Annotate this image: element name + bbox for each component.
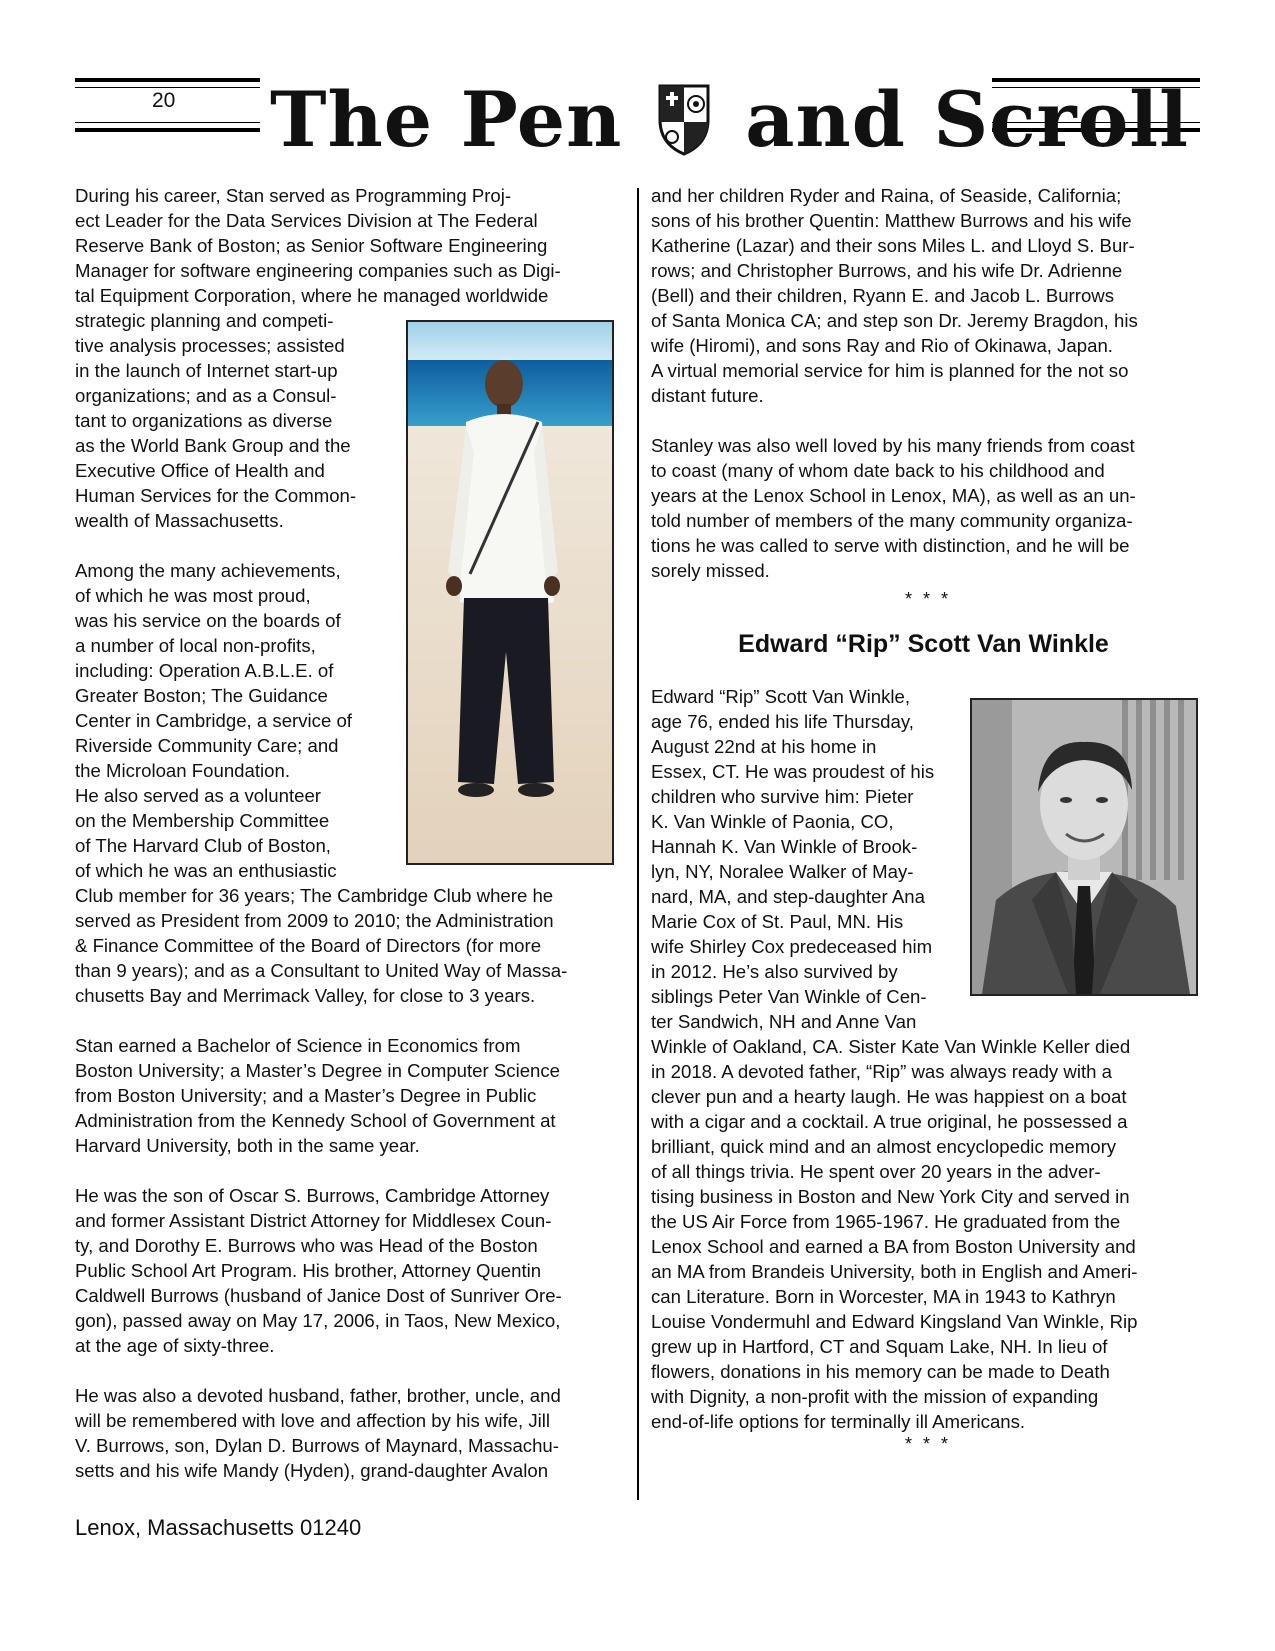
- text-line: Stan earned a Bachelor of Science in Economics from: [75, 1035, 521, 1056]
- text-line: V. Burrows, son, Dylan D. Burrows of Maynard, Massachu-: [75, 1435, 559, 1456]
- masthead-title-right: and Scroll: [745, 75, 1190, 164]
- text-line: to coast (many of whom date back to his childhood and: [651, 460, 1105, 481]
- text-line: Winkle of Oakland, CA. Sister Kate Van Winkle Keller died: [651, 1036, 1131, 1057]
- text-line: served as President from 2009 to 2010; the Administration: [75, 910, 554, 931]
- masthead-title-left: The Pen: [270, 75, 623, 164]
- text-line: clever pun and a hearty laugh. He was happiest on a boat: [651, 1086, 1127, 1107]
- text-line: on the Membership Committee: [75, 810, 330, 831]
- text-line: He was also a devoted husband, father, brother, uncle, and: [75, 1385, 561, 1406]
- text-line: will be remembered with love and affection by his wife, Jill: [75, 1410, 551, 1431]
- text-line: wife Shirley Cox predeceased him: [651, 936, 933, 957]
- text-line: as the World Bank Group and the: [75, 435, 351, 456]
- text-line: tal Equipment Corporation, where he managed worldwide: [75, 285, 549, 306]
- text-line: Reserve Bank of Boston; as Senior Software Engineering: [75, 235, 548, 256]
- text-line: tant to organizations as diverse: [75, 410, 333, 431]
- text-line: tions he was called to serve with distinction, and he will be: [651, 535, 1130, 556]
- text-line: end-of-life options for terminally ill Americans.: [651, 1411, 1026, 1432]
- text-line: lyn, NY, Noralee Walker of May-: [651, 861, 914, 882]
- masthead-title: [270, 68, 1190, 164]
- text-line: was his service on the boards of: [75, 610, 341, 631]
- text-line: K. Van Winkle of Paonia, CO,: [651, 811, 894, 832]
- text-line: He was the son of Oscar S. Burrows, Cambridge Attorney: [75, 1185, 550, 1206]
- text-line: and former Assistant District Attorney for Middlesex Coun-: [75, 1210, 552, 1231]
- text-line: brilliant, quick mind and an almost encyclopedic memory: [651, 1136, 1117, 1157]
- text-line: the US Air Force from 1965-1967. He graduated from the: [651, 1211, 1121, 1232]
- text-line: Essex, CT. He was proudest of his: [651, 761, 935, 782]
- text-line: told number of members of the many community organiza-: [651, 510, 1133, 531]
- text-line: strategic planning and competi-: [75, 310, 334, 331]
- text-line: A virtual memorial service for him is planned for the not so: [651, 360, 1129, 381]
- text-line: Executive Office of Health and: [75, 460, 325, 481]
- text-line: setts and his wife Mandy (Hyden), grand-daughter Avalon: [75, 1460, 549, 1481]
- text-line: in 2012. He’s also survived by: [651, 961, 898, 982]
- text-line: Boston University; a Master’s Degree in Computer Science: [75, 1060, 561, 1081]
- text-line: Katherine (Lazar) and their sons Miles L. and Lloyd S. Bur-: [651, 235, 1135, 256]
- text-line: & Finance Committee of the Board of Directors (for more: [75, 935, 542, 956]
- text-line: Club member for 36 years; The Cambridge Club where he: [75, 885, 554, 906]
- text-line: Human Services for the Common-: [75, 485, 357, 506]
- section-separator: * * *: [905, 589, 952, 609]
- text-line: Edward “Rip” Scott Van Winkle,: [651, 686, 911, 707]
- text-line: with Dignity, a non-profit with the mission of expanding: [651, 1386, 1099, 1407]
- van-winkle-portrait-photo: [970, 698, 1198, 996]
- text-line: ty, and Dorothy E. Burrows who was Head of the Boston: [75, 1235, 538, 1256]
- text-line: and her children Ryder and Raina, of Seaside, California;: [651, 185, 1122, 206]
- shield-emblem-icon: [654, 82, 714, 158]
- text-line: ter Sandwich, NH and Anne Van: [651, 1011, 917, 1032]
- right-column-section-1: [651, 183, 1138, 583]
- footer-address: Lenox, Massachusetts 01240: [75, 1515, 362, 1540]
- text-line: in the launch of Internet start-up: [75, 360, 338, 381]
- text-line: distant future.: [651, 385, 764, 406]
- stan-beach-photo: [406, 320, 614, 865]
- obituary-heading: Edward “Rip” Scott Van Winkle: [738, 630, 1109, 658]
- text-line: Louise Vondermuhl and Edward Kingsland Van Winkle, Rip: [651, 1311, 1138, 1332]
- text-line: He also served as a volunteer: [75, 785, 321, 806]
- text-line: wealth of Massachusetts.: [75, 510, 284, 531]
- text-line: years at the Lenox School in Lenox, MA), as well as an un-: [651, 485, 1136, 506]
- text-line: from Boston University; and a Master’s Degree in Public: [75, 1085, 537, 1106]
- text-line: than 9 years); and as a Consultant to United Way of Massa-: [75, 960, 568, 981]
- text-line: Administration from the Kennedy School of Government at: [75, 1110, 556, 1131]
- text-line: the Microloan Foundation.: [75, 760, 290, 781]
- van-winkle-portrait-image: [972, 700, 1196, 994]
- text-line: nard, MA, and step-daughter Ana: [651, 886, 925, 907]
- text-line: (Bell) and their children, Ryann E. and Jacob L. Burrows: [651, 285, 1115, 306]
- text-line: Public School Art Program. His brother, Attorney Quentin: [75, 1260, 542, 1281]
- text-line: flowers, donations in his memory can be made to Death: [651, 1361, 1110, 1382]
- text-line: an MA from Brandeis University, both in English and Ameri-: [651, 1261, 1138, 1282]
- text-line: gon), passed away on May 17, 2006, in Taos, New Mexico,: [75, 1310, 561, 1331]
- text-line: rows; and Christopher Burrows, and his wife Dr. Adrienne: [651, 260, 1123, 281]
- text-line: Hannah K. Van Winkle of Brook-: [651, 836, 918, 857]
- text-line: of all things trivia. He spent over 20 years in the adver-: [651, 1161, 1101, 1182]
- text-line: tising business in Boston and New York City and served in: [651, 1186, 1130, 1207]
- text-line: Harvard University, both in the same year.: [75, 1135, 420, 1156]
- end-separator: * * *: [905, 1434, 952, 1454]
- text-line: a number of local non-profits,: [75, 635, 316, 656]
- text-line: sorely missed.: [651, 560, 770, 581]
- text-line: of The Harvard Club of Boston,: [75, 835, 331, 856]
- text-line: grew up in Hartford, CT and Squam Lake, NH. In lieu of: [651, 1336, 1108, 1357]
- text-line: Lenox School and earned a BA from Boston University and: [651, 1236, 1136, 1257]
- text-line: of Santa Monica CA; and step son Dr. Jeremy Bragdon, his: [651, 310, 1138, 331]
- text-line: in 2018. A devoted father, “Rip” was always ready with a: [651, 1061, 1112, 1082]
- text-line: chusetts Bay and Merrimack Valley, for close to 3 years.: [75, 985, 536, 1006]
- text-line: Stanley was also well loved by his many friends from coast: [651, 435, 1135, 456]
- column-divider: [637, 188, 639, 1500]
- text-line: wife (Hiromi), and sons Ray and Rio of Okinawa, Japan.: [651, 335, 1113, 356]
- text-line: including: Operation A.B.L.E. of: [75, 660, 334, 681]
- text-line: Center in Cambridge, a service of: [75, 710, 352, 731]
- page-number: 20: [152, 89, 176, 112]
- text-line: Greater Boston; The Guidance: [75, 685, 328, 706]
- text-line: can Literature. Born in Worcester, MA in 1943 to Kathryn: [651, 1286, 1116, 1307]
- text-line: organizations; and as a Consul-: [75, 385, 337, 406]
- text-line: Marie Cox of St. Paul, MN. His: [651, 911, 904, 932]
- text-line: August 22nd at his home in: [651, 736, 877, 757]
- text-line: siblings Peter Van Winkle of Cen-: [651, 986, 927, 1007]
- text-line: at the age of sixty-three.: [75, 1335, 275, 1356]
- text-line: with a cigar and a cocktail. A true original, he possessed a: [651, 1111, 1128, 1132]
- text-line: Riverside Community Care; and: [75, 735, 339, 756]
- text-line: sons of his brother Quentin: Matthew Burrows and his wife: [651, 210, 1132, 231]
- text-line: age 76, ended his life Thursday,: [651, 711, 914, 732]
- text-line: tive analysis processes; assisted: [75, 335, 345, 356]
- text-line: Caldwell Burrows (husband of Janice Dost of Sunriver Ore-: [75, 1285, 562, 1306]
- text-line: Manager for software engineering companies such as Digi-: [75, 260, 561, 281]
- text-line: children who survive him: Pieter: [651, 786, 914, 807]
- text-line: of which he was most proud,: [75, 585, 311, 606]
- text-line: Among the many achievements,: [75, 560, 341, 581]
- text-line: During his career, Stan served as Programming Proj-: [75, 185, 512, 206]
- text-line: ect Leader for the Data Services Division at The Federal: [75, 210, 538, 231]
- text-line: of which he was an enthusiastic: [75, 860, 337, 881]
- stan-beach-photo-image: [408, 322, 612, 863]
